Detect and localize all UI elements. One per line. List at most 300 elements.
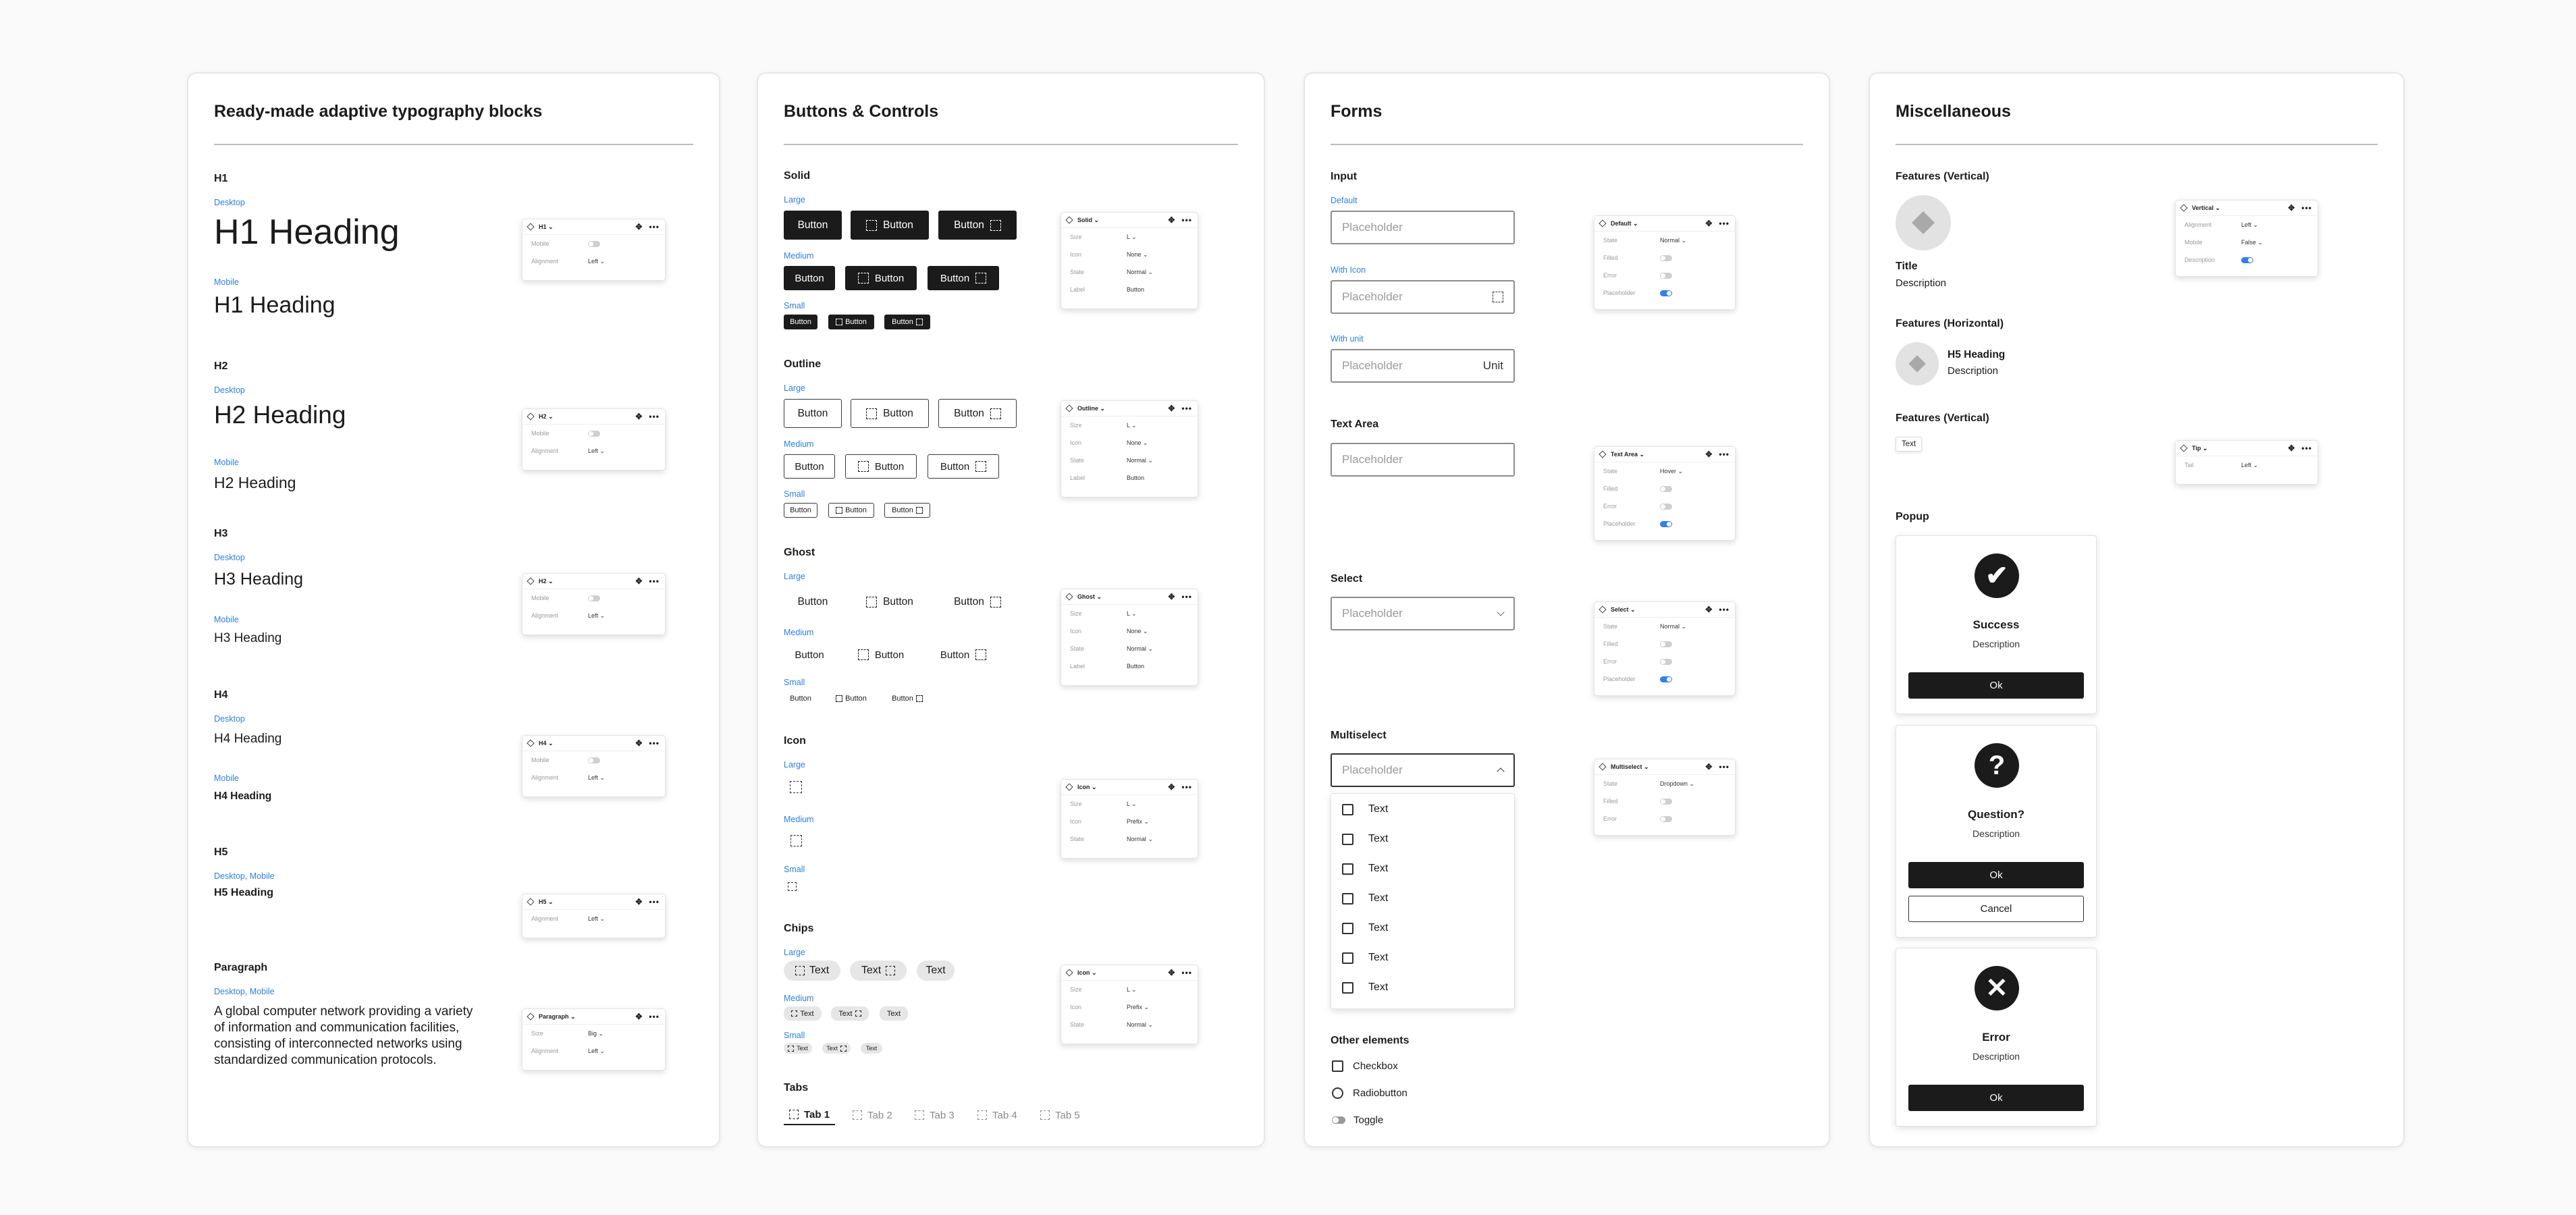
textarea[interactable] [1331,443,1515,477]
property-key: State [1070,269,1085,275]
property-value[interactable]: Normal ⌄ [1127,835,1154,842]
tabs-section-label: Tabs [784,1082,809,1094]
popup-description: Description [1972,639,2020,649]
property-key: Icon [1070,628,1082,634]
property-key: Label [1070,663,1085,670]
icon-button-medium[interactable] [790,835,802,846]
panel-property-row [1594,267,1735,284]
component-properties-panel[interactable] [522,573,666,635]
panel-component-name[interactable]: Solid ⌄ [1077,216,1100,223]
outline-large-button-prefix-icon[interactable] [851,399,929,428]
property-value[interactable]: Button [1127,663,1145,670]
checkbox-icon [1342,863,1353,875]
radiobutton[interactable] [1332,1087,1407,1099]
component-toggle-icon[interactable]: ✥ [1168,404,1175,413]
select-field[interactable] [1331,597,1515,630]
multiselect-option[interactable] [1342,981,1388,994]
component-properties-panel[interactable] [522,894,666,938]
property-toggle[interactable] [1660,521,1672,527]
tab-2[interactable] [853,1105,892,1125]
chip-small-prefix-icon[interactable] [784,1043,812,1054]
ghost-medium-button[interactable] [784,643,835,667]
size-label: Medium [784,439,814,449]
button-label: Button [874,460,905,473]
property-key: Description [2184,256,2216,263]
more-icon[interactable]: ••• [1181,782,1192,792]
panel-component-name[interactable]: Paragraph ⌄ [539,1013,576,1020]
option-label: Text [1368,922,1389,934]
variant-label: With unit [1331,334,1364,344]
property-value[interactable]: Big ⌄ [588,1029,604,1037]
button-label: Button [845,318,867,326]
panel-component-name[interactable]: H4 ⌄ [539,739,554,747]
component-toggle-icon[interactable]: ✥ [1705,450,1713,459]
property-key: Error [1603,658,1617,665]
ok-button[interactable]: Ok [1908,862,2084,888]
panel-header [1594,216,1735,232]
chip-label: Text [838,1009,853,1018]
variant-label: Mobile [214,458,239,467]
variant-label: Mobile [214,277,239,287]
panel-header [2176,200,2317,216]
more-icon[interactable]: ••• [649,576,660,586]
property-toggle[interactable] [588,241,600,247]
solid-large-button-prefix-icon[interactable] [851,211,929,240]
property-value[interactable]: Normal ⌄ [1127,645,1154,652]
chip-large-suffix-icon[interactable] [850,961,907,981]
more-icon[interactable]: ••• [649,1012,660,1021]
more-icon[interactable]: ••• [1719,219,1729,228]
panel-component-name[interactable]: Multiselect ⌄ [1611,763,1649,770]
placeholder-icon [795,966,805,975]
more-icon[interactable]: ••• [1181,215,1192,225]
chip-large[interactable] [917,961,955,981]
panel-header [1061,589,1198,605]
panel-property-row [1594,792,1735,810]
property-toggle[interactable] [1660,290,1672,296]
property-value[interactable]: Dropdown ⌄ [1660,780,1695,787]
property-value[interactable]: Prefix ⌄ [1127,817,1150,825]
component-properties-panel[interactable] [1061,779,1198,859]
property-key: Mobile [531,240,549,247]
h4-section-label: H4 [214,689,228,701]
component-toggle-icon[interactable]: ✥ [1705,605,1713,614]
property-toggle[interactable] [1660,504,1672,510]
checkbox-icon [1342,893,1353,905]
features-vertical-label: Features (Vertical) [1896,171,1989,182]
property-toggle[interactable] [1660,799,1672,805]
tab-4[interactable] [977,1105,1017,1125]
panel-component-name[interactable]: Text Area ⌄ [1611,450,1645,458]
ok-button[interactable]: Ok [1908,1085,2084,1111]
outline-medium-button-prefix-icon[interactable] [845,454,917,479]
component-toggle-icon[interactable]: ✥ [2288,203,2295,213]
text-input-with-icon[interactable] [1331,280,1515,314]
property-value[interactable]: Left ⌄ [588,257,606,265]
placeholder-icon [866,597,877,608]
option-label: Text [1368,892,1389,904]
outline-large-button[interactable] [784,399,842,428]
variant-label: Desktop [214,553,245,562]
panel-property-row [1061,246,1198,263]
property-value[interactable]: Left ⌄ [588,774,606,781]
component-toggle-icon[interactable]: ✥ [1705,219,1713,228]
component-toggle-icon[interactable]: ✥ [635,738,643,748]
more-icon[interactable]: ••• [2301,203,2312,213]
property-value[interactable]: False ⌄ [2241,238,2263,246]
misc-card [1869,72,2405,1148]
input-placeholder: Placeholder [1342,763,1403,776]
panel-property-row [1594,515,1735,533]
property-key: Filled [1603,254,1618,261]
more-icon[interactable]: ••• [1719,762,1729,772]
panel-property-row [1061,1016,1198,1033]
checkbox-icon [1342,804,1353,815]
component-toggle-icon[interactable]: ✥ [1168,592,1175,601]
property-key: Placeholder [1603,520,1636,527]
property-value[interactable]: None ⌄ [1127,250,1148,258]
property-key: Mobile [531,430,549,437]
property-key: Mobile [2184,239,2203,246]
forms-card [1304,72,1830,1148]
component-properties-panel[interactable] [2175,440,2318,485]
h3-section-label: H3 [214,528,228,539]
panel-property-row [522,769,665,786]
placeholder-icon [975,461,986,472]
solid-small-button-suffix-icon[interactable] [884,315,930,329]
divider [1896,144,2378,145]
panel-component-name[interactable]: H5 ⌄ [539,898,554,905]
diamond-icon [2180,204,2187,211]
icon-button-large[interactable] [790,781,802,793]
tab-1[interactable] [784,1105,835,1125]
icon-button-small[interactable] [788,882,797,891]
multiselect-option[interactable] [1342,803,1388,815]
placeholder-icon [1040,1110,1050,1120]
checkbox-icon [1342,982,1353,994]
multiselect-option[interactable] [1342,952,1388,964]
panel-property-row [1061,452,1198,469]
panel-property-row [1594,462,1735,480]
panel-component-name[interactable]: H2 ⌄ [539,412,554,420]
input-placeholder: Placeholder [1342,453,1403,466]
placeholder-icon [1493,292,1503,302]
ghost-medium-button-suffix-icon[interactable] [928,643,999,667]
panel-component-name[interactable]: Tip ⌄ [2192,444,2208,452]
panel-component-name[interactable]: Outline ⌄ [1077,404,1106,412]
button-label: Button [940,272,970,284]
property-value[interactable]: Left ⌄ [588,612,606,619]
chip-small-suffix-icon[interactable] [822,1043,851,1054]
property-value[interactable]: Normal ⌄ [1127,1021,1154,1028]
component-toggle-icon[interactable]: ✥ [635,1012,643,1021]
solid-small-button[interactable] [784,315,817,329]
more-icon[interactable]: ••• [649,412,660,421]
panel-property-row [1061,281,1198,298]
outline-small-button-prefix-icon[interactable] [828,503,874,518]
placeholder-icon [836,507,842,514]
other-elements-label: Other elements [1331,1035,1410,1046]
chip-medium-prefix-icon[interactable] [784,1006,822,1021]
panel-header [2176,441,2317,456]
property-key: State [1070,457,1085,464]
placeholder-icon [990,408,1001,419]
multiselect-option[interactable] [1342,922,1388,934]
placeholder-icon [866,408,877,419]
component-properties-panel[interactable] [522,408,666,470]
diamond-icon [527,412,534,420]
placeholder-icon [788,1046,794,1052]
ghost-large-button-suffix-icon[interactable] [938,587,1017,616]
features-horizontal-label: Features (Horizontal) [1896,318,2004,329]
ghost-small-button-suffix-icon[interactable] [884,691,930,706]
chip-small[interactable] [861,1043,882,1054]
h2-desktop-heading: H2 Heading [214,401,346,429]
textarea-section-label: Text Area [1331,418,1379,430]
property-value[interactable]: Left ⌄ [2241,221,2259,228]
component-properties-panel[interactable] [1594,759,1736,836]
multiselect-option[interactable] [1342,833,1388,845]
property-value[interactable]: Prefix ⌄ [1127,1003,1150,1010]
variant-label: Default [1331,196,1358,205]
diamond-icon [1065,969,1073,976]
property-key: Filled [1603,798,1618,805]
component-properties-panel[interactable] [522,1008,666,1071]
button-label: Button [845,695,867,703]
property-value[interactable]: None ⌄ [1127,627,1148,634]
component-properties-panel[interactable] [522,735,666,797]
diamond-icon [1599,763,1606,770]
component-toggle-icon[interactable]: ✥ [635,222,643,232]
placeholder-icon [858,273,869,284]
outline-large-button-suffix-icon[interactable] [938,399,1017,428]
placeholder-icon [915,1110,924,1120]
panel-property-row [522,425,665,442]
component-toggle-icon[interactable]: ✥ [635,412,643,421]
property-value[interactable]: L ⌄ [1127,421,1137,429]
ok-button[interactable]: Ok [1908,672,2084,699]
panel-component-name[interactable]: Icon ⌄ [1077,969,1097,976]
variant-label: Desktop [214,714,245,724]
chevron-up-icon [1497,767,1504,775]
chip-medium-suffix-icon[interactable] [831,1006,869,1021]
property-value[interactable]: Normal ⌄ [1127,456,1154,464]
input-placeholder: Placeholder [1342,607,1403,620]
chevron-down-icon [1497,608,1504,616]
property-value[interactable]: Button [1127,286,1145,293]
button-label: Button [883,219,913,231]
property-key: Mobile [531,595,549,601]
component-properties-panel[interactable] [2175,200,2318,277]
panel-component-name[interactable]: H1 ⌄ [539,223,554,230]
property-toggle[interactable] [1660,255,1672,261]
outline-small-button-suffix-icon[interactable] [884,503,930,518]
outline-medium-button[interactable] [784,454,835,479]
placeholder-icon [789,1110,799,1119]
chip-large-prefix-icon[interactable] [784,961,840,981]
tab-3[interactable] [915,1105,955,1125]
ghost-small-button-prefix-icon[interactable] [828,691,874,706]
placeholder-icon [840,1046,847,1052]
size-label: Medium [784,994,814,1003]
component-toggle-icon[interactable]: ✥ [1168,215,1175,225]
component-toggle-icon[interactable]: ✥ [1705,762,1713,772]
panel-component-name[interactable]: Icon ⌄ [1077,783,1097,790]
property-key: Alignment [531,448,559,454]
component-toggle-icon[interactable]: ✥ [1168,968,1175,977]
panel-property-row [1061,228,1198,246]
button-label: Button [795,272,824,284]
property-toggle[interactable] [1660,659,1672,665]
property-toggle[interactable] [1660,641,1672,647]
divider [214,144,693,145]
panel-property-row [1061,813,1198,830]
chip-label: Text [800,1009,814,1018]
button-label: Button [790,318,811,326]
more-icon[interactable]: ••• [1181,404,1192,413]
ghost-large-button-prefix-icon[interactable] [851,587,929,616]
component-properties-panel[interactable] [1594,446,1736,541]
property-key: State [1070,1021,1085,1028]
component-properties-panel[interactable] [1061,400,1198,497]
diamond-icon [1599,450,1606,458]
panel-header [522,409,665,425]
component-properties-panel[interactable] [1061,589,1198,686]
chip-medium[interactable] [880,1006,908,1021]
more-icon[interactable]: ••• [2301,443,2312,453]
property-value[interactable]: Hover ⌄ [1660,467,1684,475]
panel-property-row [522,442,665,460]
tab-5[interactable] [1040,1105,1080,1125]
more-icon[interactable]: ••• [1181,968,1192,977]
more-icon[interactable]: ••• [649,222,660,232]
property-value[interactable]: Button [1127,475,1145,481]
more-icon[interactable]: ••• [649,738,660,748]
component-properties-panel[interactable] [522,219,666,281]
component-properties-panel[interactable] [1594,215,1736,310]
property-key: Placeholder [1603,676,1636,682]
property-value[interactable]: None ⌄ [1127,439,1148,446]
more-icon[interactable]: ••• [1719,450,1729,459]
property-value[interactable]: Normal ⌄ [1660,236,1687,244]
ghost-medium-button-prefix-icon[interactable] [845,643,917,667]
question-popup [1896,725,2097,938]
cancel-button[interactable]: Cancel [1908,896,2084,922]
property-toggle[interactable] [1660,816,1672,822]
component-toggle-icon[interactable]: ✥ [1168,782,1175,792]
solid-medium-button-suffix-icon[interactable] [928,266,999,290]
panel-component-name[interactable]: Ghost ⌄ [1077,593,1102,600]
property-value[interactable]: Left ⌄ [588,447,606,454]
placeholder-icon [855,1010,861,1017]
multiselect-option[interactable] [1342,863,1388,875]
ghost-small-button[interactable] [784,691,817,706]
variant-label: Desktop [214,385,245,395]
property-value[interactable]: L ⌄ [1127,233,1137,240]
text-input-default[interactable] [1331,211,1515,244]
more-icon[interactable]: ••• [1181,592,1192,601]
multiselect-dropdown [1331,793,1515,1009]
toggle[interactable] [1332,1114,1383,1126]
h2-section-label: H2 [214,360,228,372]
property-toggle[interactable] [1660,486,1672,492]
panel-property-row [1061,416,1198,434]
popup-description: Description [1972,1051,2020,1062]
solid-large-button-suffix-icon[interactable] [938,211,1017,240]
text-input-with-unit[interactable] [1331,349,1515,383]
multiselect-field[interactable] [1331,753,1515,787]
checkbox[interactable] [1332,1060,1398,1072]
button-label: Button [874,272,905,284]
diamond-icon [527,577,534,585]
feature-title: Title [1896,261,1918,272]
property-value[interactable]: L ⌄ [1127,986,1137,993]
outline-small-button[interactable] [784,503,817,518]
component-properties-panel[interactable] [1061,212,1198,309]
property-value[interactable]: L ⌄ [1127,610,1137,617]
panel-property-row [1061,605,1198,622]
panel-component-name[interactable]: Select ⌄ [1611,605,1636,613]
solid-medium-button[interactable] [784,266,835,290]
panel-component-name[interactable]: Vertical ⌄ [2192,204,2221,211]
property-value[interactable]: Left ⌄ [588,1047,606,1054]
h5-heading: H5 Heading [214,887,274,898]
panel-property-row [1594,249,1735,267]
component-properties-panel[interactable] [1061,965,1198,1044]
component-toggle-icon[interactable]: ✥ [635,897,643,907]
property-toggle[interactable] [1660,273,1672,279]
property-toggle[interactable] [588,431,600,437]
diamond-icon [2180,444,2187,452]
option-label: Text [1368,952,1389,963]
property-key: Error [1603,503,1617,510]
panel-header [1061,213,1198,228]
more-icon[interactable]: ••• [1719,605,1729,614]
tab-label: Tab 4 [992,1109,1017,1121]
card-title: Miscellaneous [1896,102,2011,121]
placeholder-icon [836,319,842,325]
property-value[interactable]: L ⌄ [1127,800,1137,807]
property-toggle[interactable] [588,595,600,601]
property-toggle[interactable] [1660,676,1672,682]
solid-large-button[interactable] [784,211,842,240]
panel-header [522,894,665,910]
h2-mobile-heading: H2 Heading [214,474,296,491]
component-toggle-icon[interactable]: ✥ [2288,443,2295,453]
multiselect-section-label: Multiselect [1331,730,1387,741]
panel-component-name[interactable]: Default ⌄ [1611,219,1638,227]
property-value[interactable]: Normal ⌄ [1127,268,1154,275]
solid-medium-button-prefix-icon[interactable] [845,266,917,290]
component-properties-panel[interactable] [1594,601,1736,696]
paragraph-text: A global computer network providing a variety of information and communication facilities, consisting of interconnected networks using standardized communication protocols. [214,1004,473,1067]
solid-small-button-prefix-icon[interactable] [828,315,874,329]
outline-medium-button-suffix-icon[interactable] [928,454,999,479]
component-toggle-icon[interactable]: ✥ [635,576,643,586]
panel-component-name[interactable]: H2 ⌄ [539,577,554,585]
property-value[interactable]: Normal ⌄ [1660,622,1687,630]
ghost-large-button[interactable] [784,587,842,616]
close-icon: ✕ [1975,966,2019,1010]
more-icon[interactable]: ••• [649,897,660,907]
property-value[interactable]: Left ⌄ [2241,461,2259,468]
property-toggle[interactable] [588,757,600,763]
multiselect-option[interactable] [1342,892,1388,905]
panel-property-row [1594,653,1735,670]
tooltip: Text [1896,437,1922,452]
property-value[interactable]: Left ⌄ [588,915,606,922]
property-toggle[interactable] [2241,257,2253,263]
